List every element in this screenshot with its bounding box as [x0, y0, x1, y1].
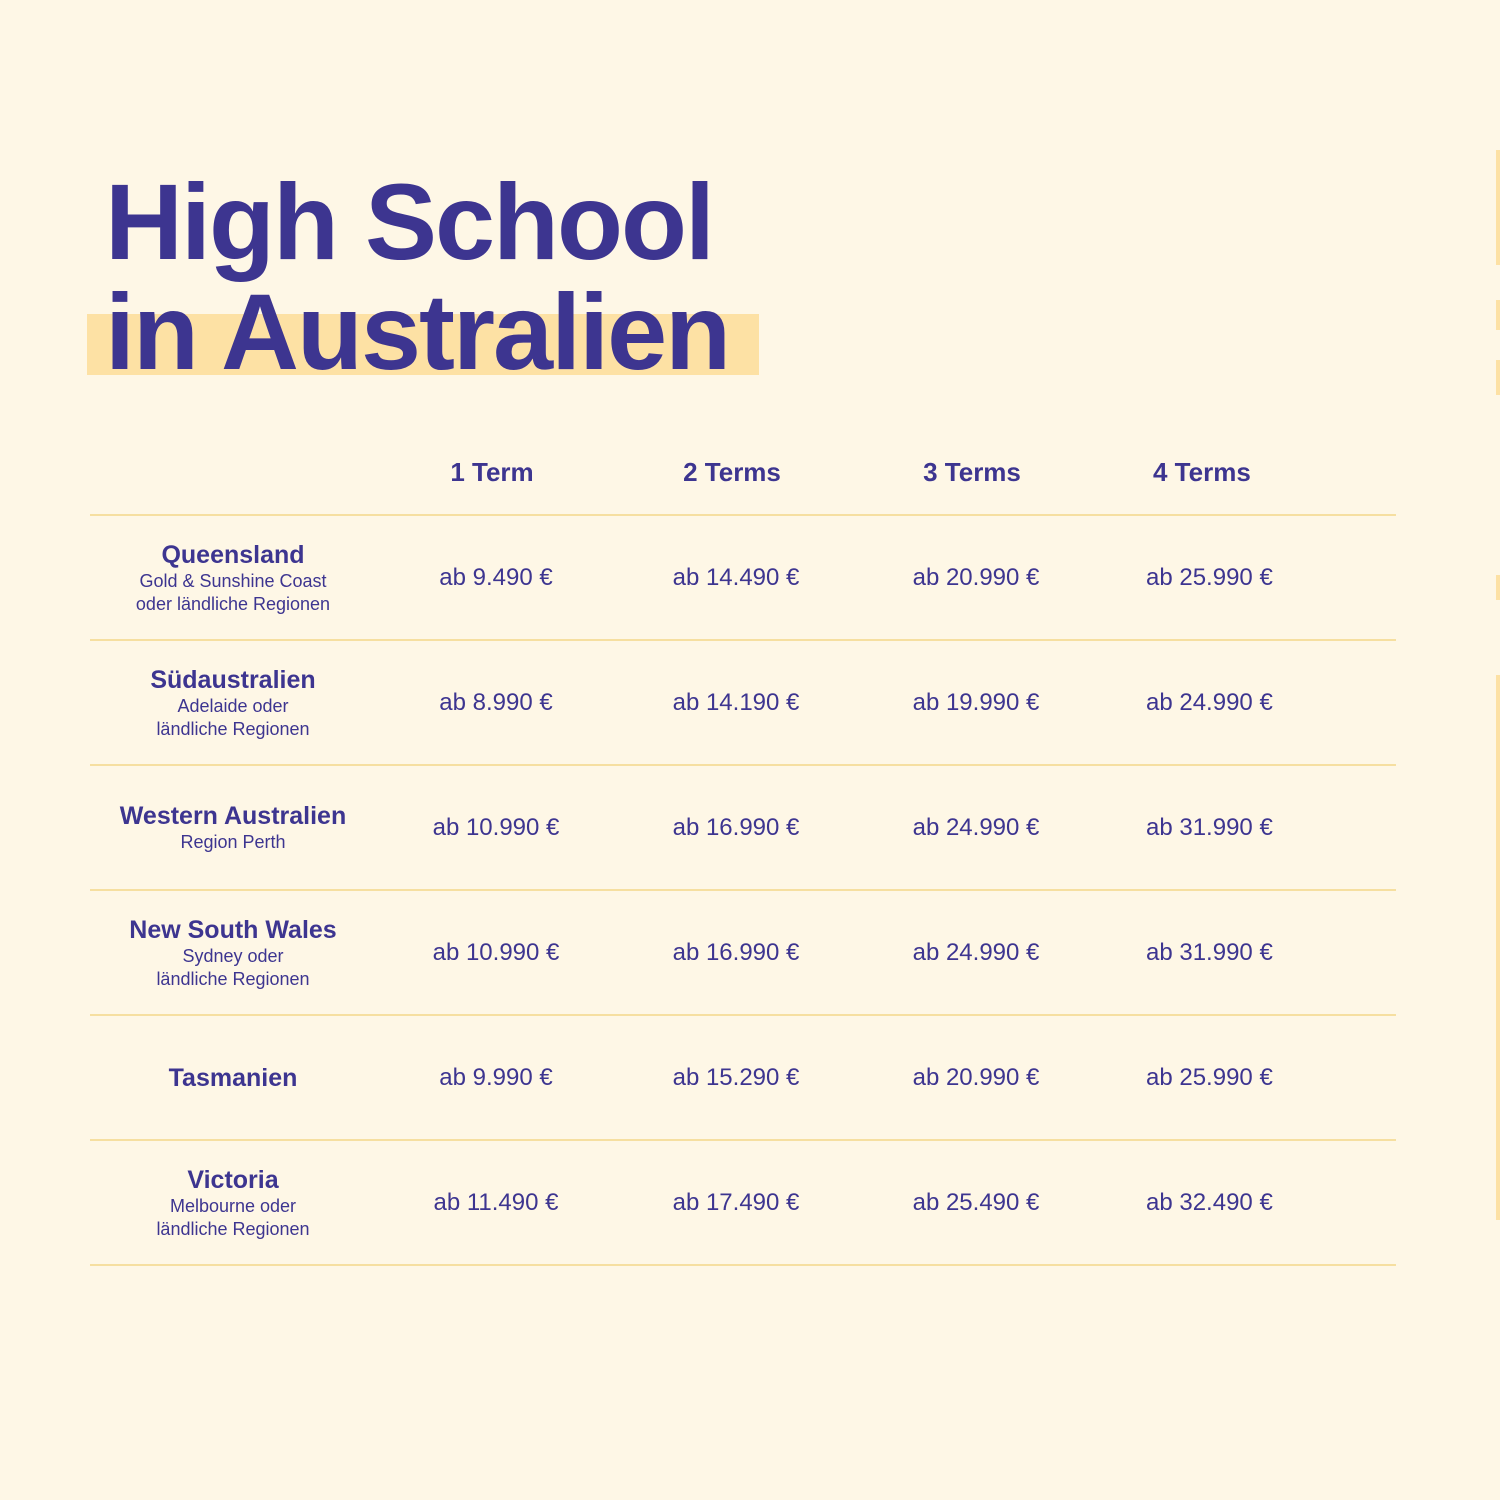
column-header-2-terms: 2 Terms [612, 430, 852, 515]
table-header-row [90, 430, 1396, 515]
region-subtitle: Melbourne oder [169, 1195, 297, 1216]
region-subtitle: Gold & Sunshine Coast [139, 570, 327, 591]
price-cell [856, 515, 1096, 640]
price-value: ab 17.490 € [672, 1188, 800, 1216]
table-row [90, 1015, 1396, 1140]
region-cell [90, 765, 376, 890]
region-subtitle: ländliche Regionen [156, 718, 310, 739]
region-name: Südaustralien [150, 665, 316, 694]
price-cell [1096, 1015, 1396, 1140]
price-cell [856, 1140, 1096, 1265]
region-name: New South Wales [129, 915, 337, 944]
column-header-3-terms: 3 Terms [852, 430, 1092, 515]
region-subtitle: Sydney oder [182, 945, 284, 966]
price-value: ab 16.990 € [672, 813, 800, 841]
region-column-header [90, 430, 376, 515]
region-subtitle: oder ländliche Regionen [135, 593, 331, 614]
price-cell [376, 890, 616, 1015]
price-cell [376, 515, 616, 640]
price-cell [856, 640, 1096, 765]
price-value: ab 24.990 € [912, 938, 1040, 966]
price-cell [856, 765, 1096, 890]
price-cell [376, 765, 616, 890]
price-value: ab 24.990 € [912, 813, 1040, 841]
region-subtitle: ländliche Regionen [156, 968, 310, 989]
table-row [90, 890, 1396, 1015]
price-value: ab 31.990 € [1146, 938, 1273, 966]
region-subtitle: Region Perth [180, 832, 286, 852]
table-row [90, 515, 1396, 640]
price-cell [616, 765, 856, 890]
price-value: ab 9.990 € [439, 1063, 553, 1091]
table-row [90, 640, 1396, 765]
region-name: Western Australien [119, 802, 347, 830]
price-cell [1096, 1140, 1396, 1265]
price-value: ab 20.990 € [912, 563, 1040, 591]
price-cell [1096, 890, 1396, 1015]
price-value: ab 20.990 € [912, 1063, 1040, 1091]
price-cell [1096, 515, 1396, 640]
edge-decoration [1496, 360, 1500, 395]
region-cell [90, 640, 376, 765]
price-value: ab 11.490 € [433, 1188, 559, 1216]
price-value: ab 19.990 € [912, 688, 1040, 716]
price-cell [1096, 640, 1396, 765]
price-cell [856, 1015, 1096, 1140]
price-value: ab 25.490 € [912, 1188, 1040, 1216]
edge-decoration [1496, 675, 1500, 1220]
price-table [90, 430, 1396, 1266]
price-value: ab 25.990 € [1146, 563, 1273, 591]
region-name: Victoria [187, 1165, 279, 1194]
price-value: ab 15.290 € [672, 1063, 800, 1091]
price-value: ab 25.990 € [1146, 1063, 1273, 1091]
price-value: ab 31.990 € [1146, 813, 1273, 841]
price-cell [616, 515, 856, 640]
table-row [90, 1140, 1396, 1265]
price-cell [376, 1015, 616, 1140]
price-value: ab 24.990 € [1146, 688, 1273, 716]
region-subtitle: Adelaide oder [177, 695, 289, 716]
page-title [105, 161, 730, 392]
column-header-4-terms: 4 Terms [1096, 430, 1396, 515]
price-cell [856, 890, 1096, 1015]
price-value: ab 9.490 € [439, 563, 553, 591]
price-value: ab 10.990 € [432, 938, 560, 966]
edge-decoration [1496, 150, 1500, 265]
column-header-1-term: 1 Term [372, 430, 612, 515]
price-cell [616, 1015, 856, 1140]
price-cell [616, 640, 856, 765]
price-cell [376, 640, 616, 765]
price-cell [376, 1140, 616, 1265]
price-value: ab 10.990 € [432, 813, 560, 841]
table-row [90, 765, 1396, 890]
price-value: ab 14.190 € [672, 688, 800, 716]
price-value: ab 14.490 € [672, 563, 800, 591]
region-cell [90, 1015, 376, 1140]
price-cell [1096, 765, 1396, 890]
region-name: Queensland [161, 540, 305, 569]
price-cell [616, 890, 856, 1015]
edge-decoration [1496, 300, 1500, 330]
edge-decoration [1496, 575, 1500, 600]
region-cell [90, 1140, 376, 1265]
region-cell [90, 890, 376, 1015]
region-name: Tasmanien [168, 1063, 298, 1092]
price-value: ab 8.990 € [439, 688, 553, 716]
price-value: ab 16.990 € [672, 938, 800, 966]
title-line-2: in Australien [105, 271, 730, 392]
price-cell [616, 1140, 856, 1265]
region-cell [90, 515, 376, 640]
price-value: ab 32.490 € [1146, 1188, 1273, 1216]
title-line-1: High School [105, 161, 713, 282]
region-subtitle: ländliche Regionen [156, 1218, 310, 1239]
